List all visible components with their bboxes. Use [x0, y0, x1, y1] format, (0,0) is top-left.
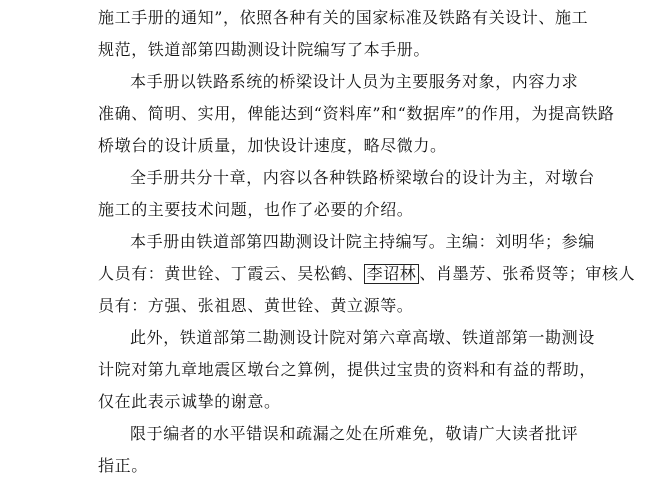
paragraph-editors-line-2: [98, 264, 635, 284]
paragraph-audience-line-2: 准确、简明、实用，俾能达到“资料库”和“数据库”的作用，为提高铁路: [98, 104, 615, 123]
paragraph-errata-line-2: 指正。: [98, 456, 148, 475]
paragraph-thanks-line-3: 仅在此表示诚挚的谢意。: [98, 392, 281, 411]
boxed-name: 李诏林: [364, 264, 420, 284]
paragraph-chapters-line-2: 施工的主要技术问题，也作了必要的介绍。: [98, 200, 414, 219]
paragraph-chapters-line-1: 全手册共分十章，内容以各种铁路桥梁墩台的设计为主，对墩台: [130, 168, 595, 187]
paragraph-editors-line-1: 本手册由铁道部第四勘测设计院主持编写。主编：刘明华；参编: [130, 232, 595, 251]
paragraph-errata-line-1: 限于编者的水平错误和疏漏之处在所难免，敬请广大读者批评: [130, 424, 579, 443]
editors-line-2-post: 、肖墨芳、张希贤等；审核人: [419, 264, 636, 283]
paragraph-audience-line-1: 本手册以铁路系统的桥梁设计人员为主要服务对象，内容力求: [130, 72, 579, 91]
paragraph-editors-line-3: 员有：方强、张祖恩、黄世铨、黄立源等。: [98, 296, 414, 315]
paragraph-thanks-line-2: 计院对第九章地震区墩台之算例，提供过宝贵的资料和有益的帮助，: [98, 360, 597, 379]
paragraph-intro-line-1: 施工手册的通知”，依照各种有关的国家标准及铁路有关设计、施工: [98, 8, 589, 27]
paragraph-thanks-line-1: 此外，铁道部第二勘测设计院对第六章高墩、铁道部第一勘测设: [130, 328, 595, 347]
paragraph-audience-line-3: 桥墩台的设计质量，加快设计速度，略尽微力。: [98, 136, 447, 155]
paragraph-intro-line-2: 规范，铁道部第四勘测设计院编写了本手册。: [98, 40, 431, 59]
editors-line-2-pre: 人员有：黄世铨、丁霞云、吴松鹤、: [98, 264, 364, 283]
